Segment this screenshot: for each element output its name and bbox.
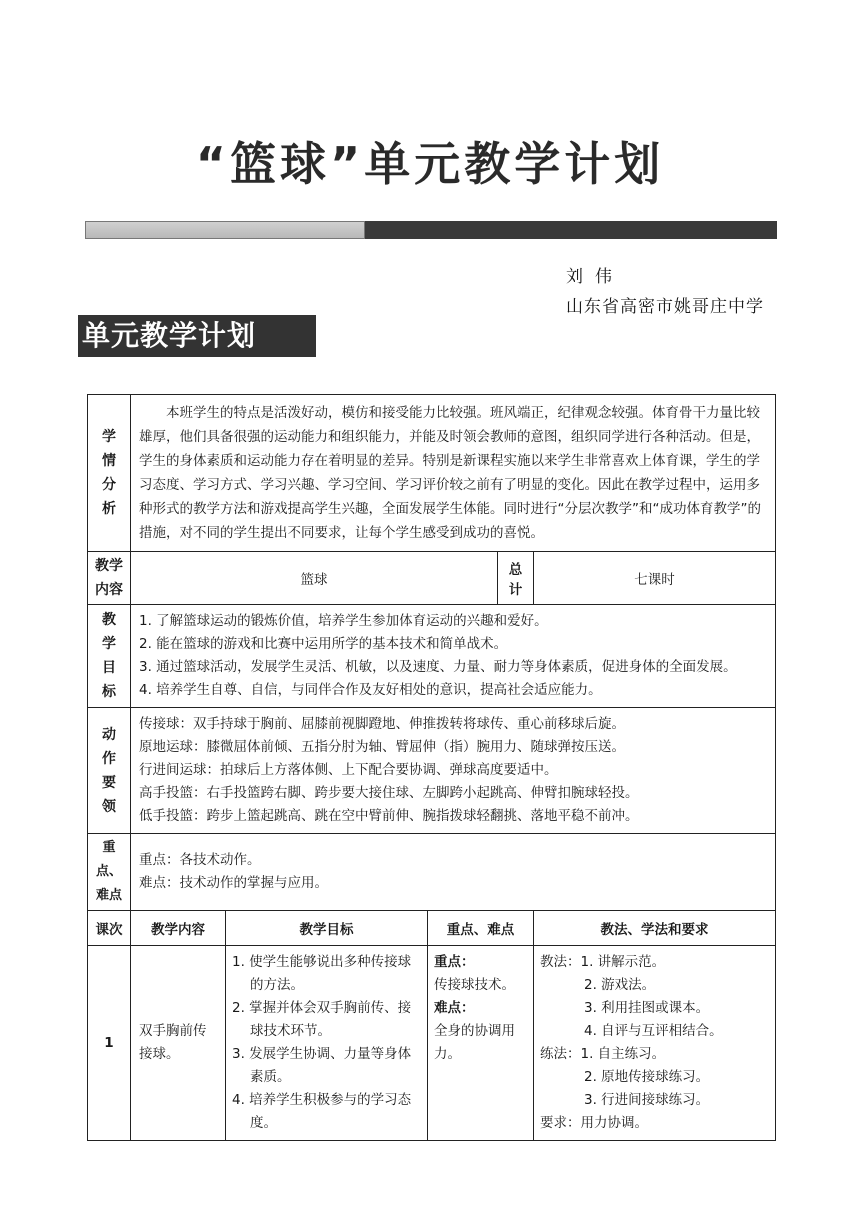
keypoints-label: 重点、难点 bbox=[88, 834, 131, 911]
author-name: 刘伟 bbox=[566, 267, 624, 287]
essentials-row bbox=[88, 708, 776, 834]
method-item: 2. 游戏法。 bbox=[584, 977, 656, 993]
header-lesson-number: 课次 bbox=[88, 911, 131, 946]
section-heading: 单元教学计划 bbox=[78, 315, 316, 357]
lesson-goal-item: 4. 培养学生积极参与的学习态度。 bbox=[232, 1092, 412, 1131]
lesson-goals bbox=[226, 946, 428, 1141]
essential-item: 行进间运球：拍球后上方落体侧、上下配合要协调、弹球高度要适中。 bbox=[139, 762, 558, 778]
header-goals: 教学目标 bbox=[226, 911, 428, 946]
goals-row bbox=[88, 605, 776, 708]
document-title: “篮球”单元教学计划 bbox=[195, 137, 665, 191]
author-school: 山东省高密市姚哥庄中学 bbox=[566, 297, 764, 317]
lesson-keypoints bbox=[428, 946, 534, 1141]
header-keypoints: 重点、难点 bbox=[428, 911, 534, 946]
difficulty-label: 难点： bbox=[434, 1000, 475, 1016]
method-item: 4. 自评与互评相结合。 bbox=[584, 1023, 723, 1039]
key-label: 重点： bbox=[434, 954, 475, 970]
analysis-label: 学情分析 bbox=[88, 395, 131, 552]
total-value: 七课时 bbox=[534, 552, 776, 605]
keypoints-list bbox=[131, 834, 776, 911]
goals-list bbox=[131, 605, 776, 708]
essentials-list bbox=[131, 708, 776, 834]
content-row bbox=[88, 552, 776, 605]
lesson-goal-item: 2. 掌握并体会双手胸前传、接球技术环节。 bbox=[232, 1000, 412, 1039]
lesson-methods bbox=[534, 946, 776, 1141]
keypoint-item: 重点：各技术动作。 bbox=[139, 852, 261, 868]
content-value: 篮球 bbox=[131, 552, 498, 605]
method-item: 练法：1. 自主练习。 bbox=[540, 1046, 666, 1062]
lesson-content: 双手胸前传接球。 bbox=[131, 946, 226, 1141]
method-item: 要求：用力协调。 bbox=[540, 1115, 648, 1131]
analysis-text: 本班学生的特点是活泼好动，模仿和接受能力比较强。班风端正，纪律观念较强。体育骨干力量比较雄厚，他们具备很强的运动能力和组织能力，并能及时领会教师的意图，组织同学进行各种活动。但是，学生的身体素质和运动能力存在着明显的差异。特别是新课程实施以来学生非常喜欢上体育课，学生的学习态度、学习方式、学习兴趣、学习空间、学习评价较之前有了明显的变化。因此在教学过程中，运用多种形式的教学方法和游戏提高学生兴趣，全面发展学生体能。同时进行“分层次教学”和“成功体育教学”的措施，对不同的学生提出不同要求，让每个学生感受到成功的喜悦。 bbox=[131, 395, 776, 552]
essential-item: 传接球：双手持球于胸前、屈膝前视脚蹬地、伸推拨转将球传、重心前移球后旋。 bbox=[139, 716, 625, 732]
lesson-row bbox=[88, 946, 776, 1141]
goal-item: 1. 了解篮球运动的锻炼价值，培养学生参加体育运动的兴趣和爱好。 bbox=[139, 613, 548, 629]
essential-item: 高手投篮：右手投篮跨右脚、跨步要大接住球、左脚跨小起跳高、伸臂扣腕球轻投。 bbox=[139, 785, 639, 801]
header-methods: 教法、学法和要求 bbox=[534, 911, 776, 946]
goals-label: 教学目标 bbox=[88, 605, 131, 708]
lesson-goal-item: 3. 发展学生协调、力量等身体素质。 bbox=[232, 1046, 412, 1085]
divider-dark-segment bbox=[365, 221, 777, 239]
essentials-label: 动作要领 bbox=[88, 708, 131, 834]
divider-light-segment bbox=[85, 221, 365, 239]
method-item: 3. 行进间接球练习。 bbox=[584, 1092, 710, 1108]
analysis-row bbox=[88, 395, 776, 552]
essential-item: 低手投篮：跨步上篮起跳高、跳在空中臂前伸、腕指拨球轻翻挑、落地平稳不前冲。 bbox=[139, 808, 639, 824]
goal-item: 3. 通过篮球活动，发展学生灵活、机敏，以及速度、力量、耐力等身体素质，促进身体的全面发展。 bbox=[139, 659, 737, 675]
method-item: 2. 原地传接球练习。 bbox=[584, 1069, 710, 1085]
keypoints-row bbox=[88, 834, 776, 911]
title-divider bbox=[85, 221, 777, 239]
goal-item: 2. 能在篮球的游戏和比赛中运用所学的基本技术和简单战术。 bbox=[139, 636, 508, 652]
keypoint-item: 难点：技术动作的掌握与应用。 bbox=[139, 875, 328, 891]
key-text: 传接球技术。 bbox=[434, 977, 515, 993]
lesson-number: 1 bbox=[88, 946, 131, 1141]
method-item: 3. 利用挂图或课本。 bbox=[584, 1000, 710, 1016]
content-label: 教学内容 bbox=[88, 552, 131, 605]
header-content: 教学内容 bbox=[131, 911, 226, 946]
essential-item: 原地运球：膝微屈体前倾、五指分肘为轴、臂屈伸（指）腕用力、随球弹按压送。 bbox=[139, 739, 625, 755]
lesson-header-row bbox=[88, 911, 776, 946]
difficulty-text: 全身的协调用力。 bbox=[434, 1023, 515, 1062]
goal-item: 4. 培养学生自尊、自信，与同伴合作及友好相处的意识，提高社会适应能力。 bbox=[139, 682, 602, 698]
unit-plan-table bbox=[87, 394, 776, 1141]
method-item: 教法：1. 讲解示范。 bbox=[540, 954, 666, 970]
total-label: 总计 bbox=[498, 552, 534, 605]
lesson-goal-item: 1. 使学生能够说出多种传接球的方法。 bbox=[232, 954, 412, 993]
